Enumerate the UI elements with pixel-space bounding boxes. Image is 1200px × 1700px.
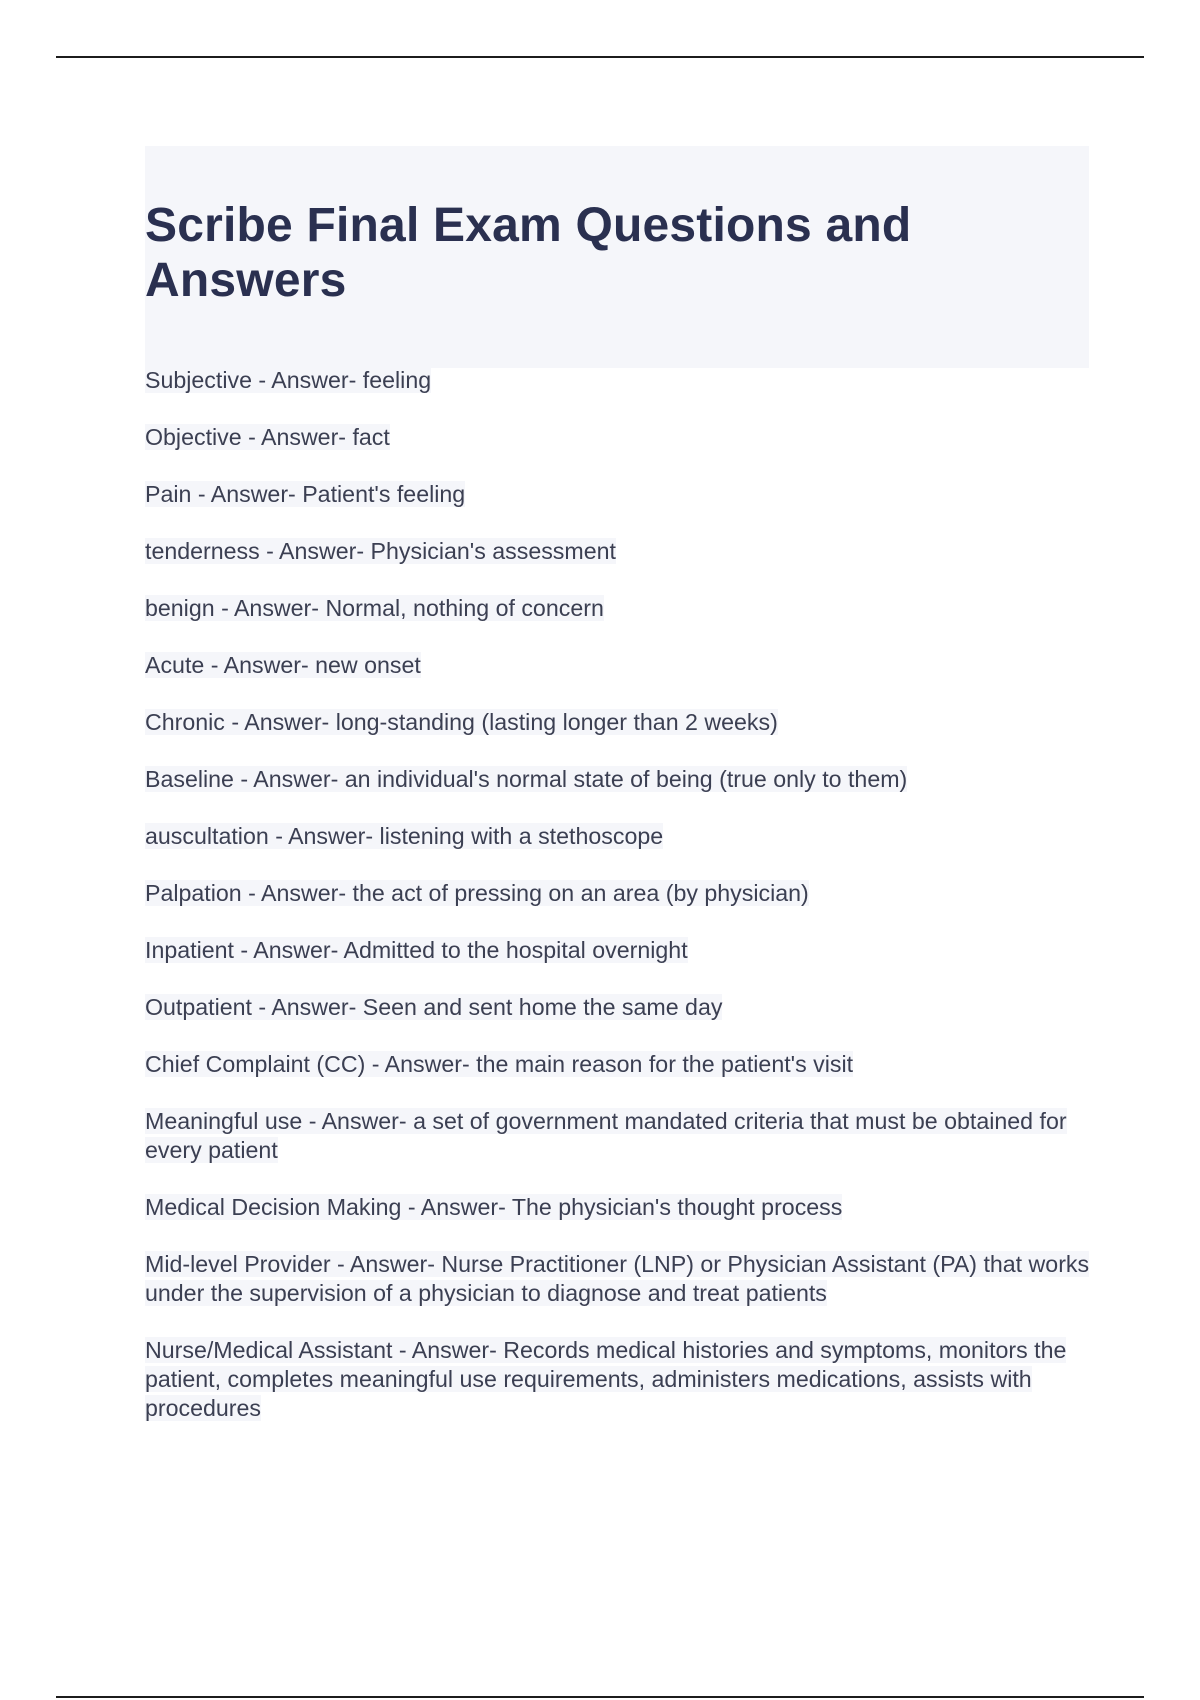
qa-text: Baseline - Answer- an individual's normal state of being (true only to them) (145, 766, 908, 792)
qa-item-mid-level-provider (145, 1250, 1095, 1308)
qa-item-benign (145, 594, 1095, 623)
qa-item-subjective (145, 366, 1095, 395)
qa-item-medical-decision-making (145, 1193, 1095, 1222)
qa-item-outpatient (145, 993, 1095, 1022)
qa-item-nurse-medical-assistant (145, 1336, 1095, 1423)
qa-text: Inpatient - Answer- Admitted to the hospital overnight (145, 937, 688, 963)
qa-text: auscultation - Answer- listening with a stethoscope (145, 823, 664, 849)
qa-item-chronic (145, 708, 1095, 737)
qa-list (145, 366, 1095, 1451)
qa-text: Medical Decision Making - Answer- The physician's thought process (145, 1194, 843, 1220)
qa-text: Objective - Answer- fact (145, 424, 390, 450)
qa-text: Chronic - Answer- long-standing (lasting longer than 2 weeks) (145, 709, 778, 735)
qa-item-pain (145, 480, 1095, 509)
qa-text: Meaningful use - Answer- a set of government mandated criteria that must be obtained for every patient (145, 1108, 1067, 1163)
qa-item-palpation (145, 879, 1095, 908)
qa-text: benign - Answer- Normal, nothing of concern (145, 595, 604, 621)
qa-text: Acute - Answer- new onset (145, 652, 421, 678)
qa-item-inpatient (145, 936, 1095, 965)
qa-item-baseline (145, 765, 1095, 794)
bottom-rule (56, 1696, 1144, 1698)
qa-text: tenderness - Answer- Physician's assessment (145, 538, 616, 564)
qa-item-acute (145, 651, 1095, 680)
qa-text: Palpation - Answer- the act of pressing on an area (by physician) (145, 880, 809, 906)
page-title: Scribe Final Exam Questions and Answers (145, 199, 912, 307)
qa-item-meaningful-use (145, 1107, 1095, 1165)
qa-item-chief-complaint (145, 1050, 1095, 1079)
qa-item-objective (145, 423, 1095, 452)
top-rule (56, 56, 1144, 58)
qa-item-auscultation (145, 822, 1095, 851)
qa-text: Chief Complaint (CC) - Answer- the main reason for the patient's visit (145, 1051, 854, 1077)
qa-text: Mid-level Provider - Answer- Nurse Practitioner (LNP) or Physician Assistant (PA) that works under the supervision of a physician to diagnose and treat patients (145, 1251, 1090, 1306)
qa-item-tenderness (145, 537, 1095, 566)
qa-text: Nurse/Medical Assistant - Answer- Records medical histories and symptoms, monitors the patient, completes meaningful use requirements, administers medications, assists with procedures (145, 1337, 1067, 1421)
qa-text: Subjective - Answer- feeling (145, 367, 432, 393)
qa-text: Pain - Answer- Patient's feeling (145, 481, 466, 507)
qa-text: Outpatient - Answer- Seen and sent home the same day (145, 994, 723, 1020)
